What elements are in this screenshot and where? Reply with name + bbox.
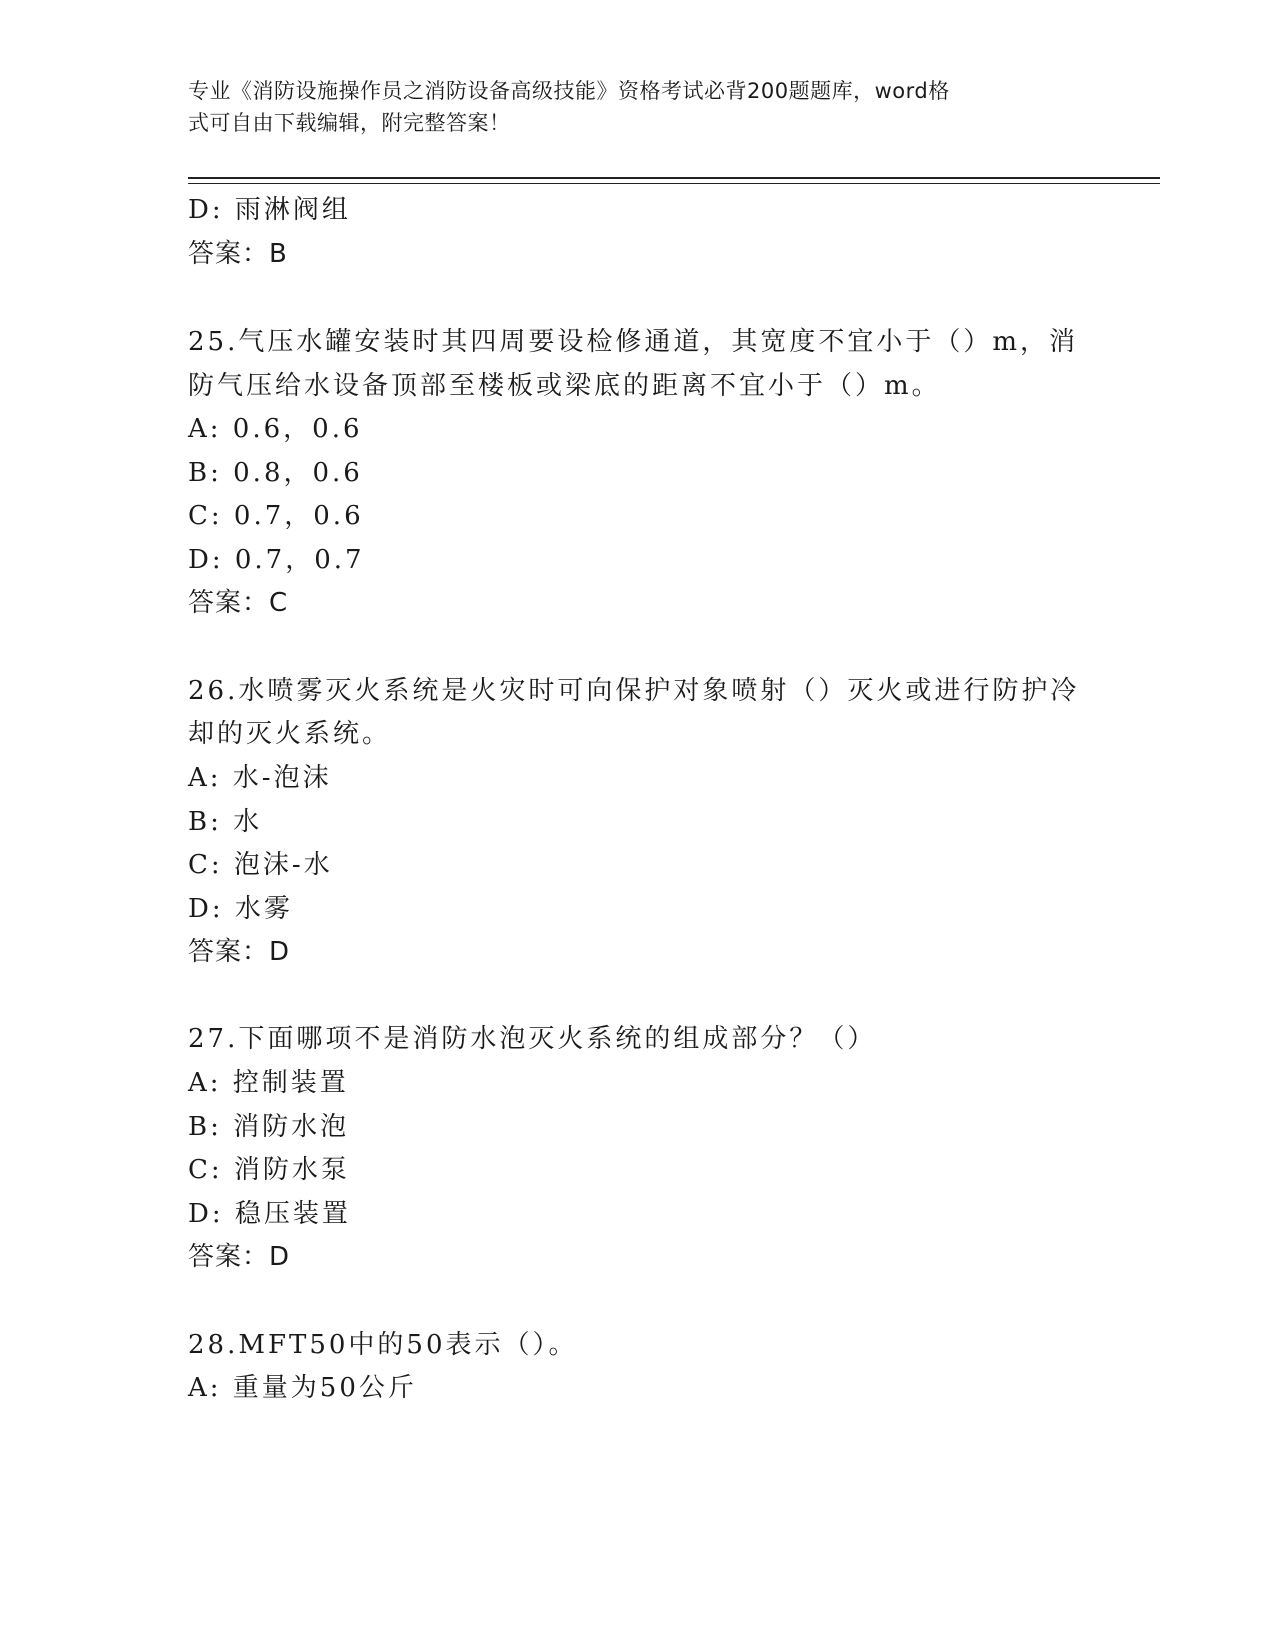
option-line: A: 水-泡沫 [188, 763, 332, 793]
option-line: B: 水 [188, 807, 263, 837]
option-line: D: 水雾 [188, 894, 293, 924]
header-rule-thin [188, 183, 1160, 184]
answer-line: 答案：D [188, 1242, 291, 1272]
question-26-stem: 26.水喷雾灭火系统是火灾时可向保护对象喷射（）灭火或进行防护冷 [188, 676, 1080, 706]
header-rule-thick [188, 177, 1160, 179]
option-line: B: 消防水泡 [188, 1112, 350, 1142]
option-line: A: 0.6，0.6 [188, 414, 363, 444]
answer-line: 答案：B [188, 239, 288, 269]
option-line: D: 0.7，0.7 [188, 545, 365, 575]
option-line: C: 0.7，0.6 [188, 501, 364, 531]
header-line-2: 式可自由下载编辑，附完整答案！ [188, 111, 511, 135]
option-line: C: 泡沫-水 [188, 850, 333, 880]
option-line: D: 雨淋阀组 [188, 195, 351, 225]
option-line: A: 重量为50公斤 [188, 1373, 417, 1403]
option-line: B: 0.8，0.6 [188, 458, 363, 488]
option-line: C: 消防水泵 [188, 1155, 350, 1185]
question-27-stem: 27.下面哪项不是消防水泡灭火系统的组成部分？（） [188, 1024, 877, 1054]
answer-line: 答案：D [188, 937, 291, 967]
answer-line: 答案：C [188, 588, 289, 618]
question-25-stem: 25.气压水罐安装时其四周要设检修通道，其宽度不宜小于（）m，消 [188, 327, 1079, 357]
question-26-stem: 却的灭火系统。 [188, 719, 392, 749]
question-28-stem: 28.MFT50中的50表示（）。 [188, 1330, 578, 1360]
question-25-stem: 防气压给水设备顶部至楼板或梁底的距离不宜小于（）m。 [188, 371, 941, 401]
header-line-1: 专业《消防设施操作员之消防设备高级技能》资格考试必背200题题库，word格 [188, 79, 950, 103]
option-line: D: 稳压装置 [188, 1199, 351, 1229]
option-line: A: 控制装置 [188, 1068, 349, 1098]
